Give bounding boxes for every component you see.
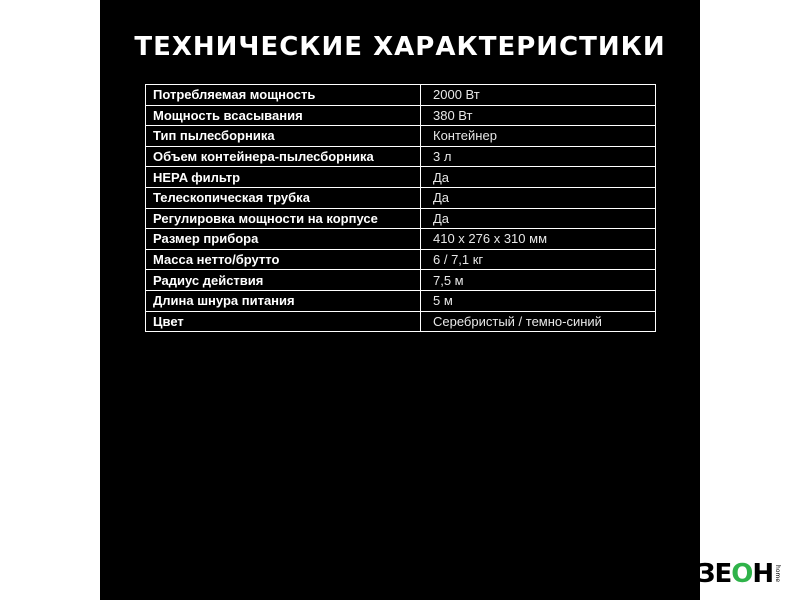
spec-value: 410 х 276 х 310 мм [421,229,656,250]
spec-value: Контейнер [421,126,656,147]
spec-value: 2000 Вт [421,85,656,106]
spec-value: Да [421,187,656,208]
table-row [146,167,656,188]
table-row [146,105,656,126]
spec-value: 7,5 м [421,270,656,291]
table-row [146,146,656,167]
logo-part-2: О [731,559,753,589]
spec-panel [100,0,700,600]
logo-wordmark [697,561,773,587]
spec-table [145,84,656,332]
spec-label: Размер прибора [146,229,421,250]
table-row [146,311,656,332]
table-row [146,208,656,229]
spec-label: Радиус действия [146,270,421,291]
table-row [146,229,656,250]
table-row [146,126,656,147]
table-row [146,270,656,291]
spec-value: 6 / 7,1 кг [421,249,656,270]
spec-label: Цвет [146,311,421,332]
spec-value: 3 л [421,146,656,167]
spec-label: Телескопическая трубка [146,187,421,208]
spec-value: 380 Вт [421,105,656,126]
spec-label: Масса нетто/брутто [146,249,421,270]
spec-value: 5 м [421,290,656,311]
spec-label: Потребляемая мощность [146,85,421,106]
spec-value: Да [421,208,656,229]
table-row [146,187,656,208]
spec-label: Мощность всасывания [146,105,421,126]
logo-subtext: home [774,565,782,583]
spec-label: Длина шнура питания [146,290,421,311]
table-row [146,249,656,270]
brand-logo [697,558,782,590]
spec-label: Тип пылесборника [146,126,421,147]
spec-value: Серебристый / темно-синий [421,311,656,332]
spec-label: Регулировка мощности на корпусе [146,208,421,229]
table-row [146,85,656,106]
spec-value: Да [421,167,656,188]
table-row [146,290,656,311]
logo-part-3: Н [752,559,774,589]
spec-label: Объем контейнера-пылесборника [146,146,421,167]
page-title: ТЕХНИЧЕСКИЕ ХАРАКТЕРИСТИКИ [134,32,666,62]
spec-label: HEPA фильтр [146,167,421,188]
logo-part-1: ЗЕ [697,559,732,589]
